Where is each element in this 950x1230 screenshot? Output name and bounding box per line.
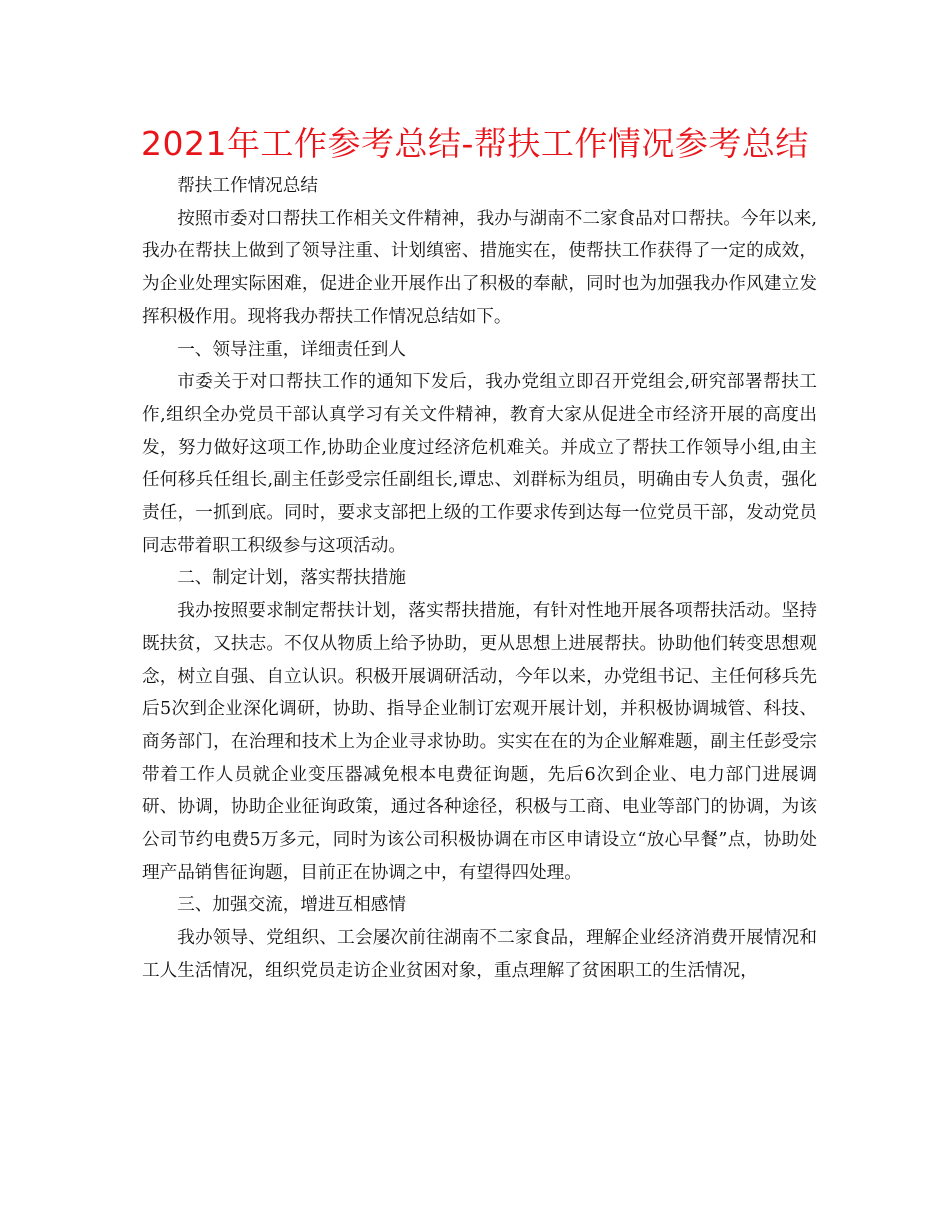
section-heading-1: 一、领导注重，详细责任到人	[177, 339, 406, 360]
paragraph-section-3: 我办领导、党组织、工会屡次前往湖南不二家食品，理解企业经济消费开展情况和工人生活情况，组织党员走访企业贫困对象，重点理解了贫困职工的生活情况，	[142, 928, 817, 981]
paragraph-intro: 按照市委对口帮扶工作相关文件精神，我办与湖南不二家食品对口帮扶。今年以来,我办在帮扶上做到了领导注重、计划缜密、措施实在，使帮扶工作获得了一定的成效，为企业处理实际困难，促进企业开展作出了积极的奉献，同时也为加强我办作风建立发挥积极作用。现将我办帮扶工作情况总结如下。	[142, 208, 817, 327]
paragraph-subtitle: 帮扶工作情况总结	[177, 176, 318, 196]
paragraph-section-1: 市委关于对口帮扶工作的通知下发后，我办党组立即召开党组会,研究部署帮扶工作,组织全办党员干部认真学习有关文件精神，教育大家从促进全市经济开展的高度出发，努力做好这项工作,协助企业度过经济危机难关。并成立了帮扶工作领导小组,由主任何移兵任组长,副主任彭受宗任副组长,谭忠、刘群标为组员，明确由专人负责，强化责任，一抓到底。同时，要求支部把上级的工作要求传到达每一位党员干部，发动党员同志带着职工积级参与这项活动。	[142, 372, 817, 556]
paragraph-section-2: 我办按照要求制定帮扶计划，落实帮扶措施，有针对性地开展各项帮扶活动。坚持既扶贫，又扶志。不仅从物质上给予协助，更从思想上进展帮扶。协助他们转变思想观念，树立自强、自立认识。积极开展调研活动，今年以来，办党组书记、主任何移兵先后5次到企业深化调研，协助、指导企业制订宏观开展计划，并积极协调城管、科技、商务部门，在治理和技术上为企业寻求协助。实实在在的为企业解难题，副主任彭受宗带着工作人员就企业变压器减免根本电费征询题，先后6次到企业、电力部门进展调研、协调，协助企业征询政策，通过各种途径，积极与工商、电业等部门的协调，为该公司节约电费5万多元，同时为该公司积极协调在市区申请设立“放心早餐”点，协助处理产品销售征询题，目前正在协调之中，有望得四处理。	[142, 601, 817, 883]
section-heading-2: 二、制定计划，落实帮扶措施	[177, 568, 406, 589]
document-body	[142, 170, 817, 988]
document-title: 2021年工作参考总结-帮扶工作情况参考总结	[141, 124, 809, 163]
section-heading-3: 三、加强交流，增进互相感情	[177, 895, 406, 916]
